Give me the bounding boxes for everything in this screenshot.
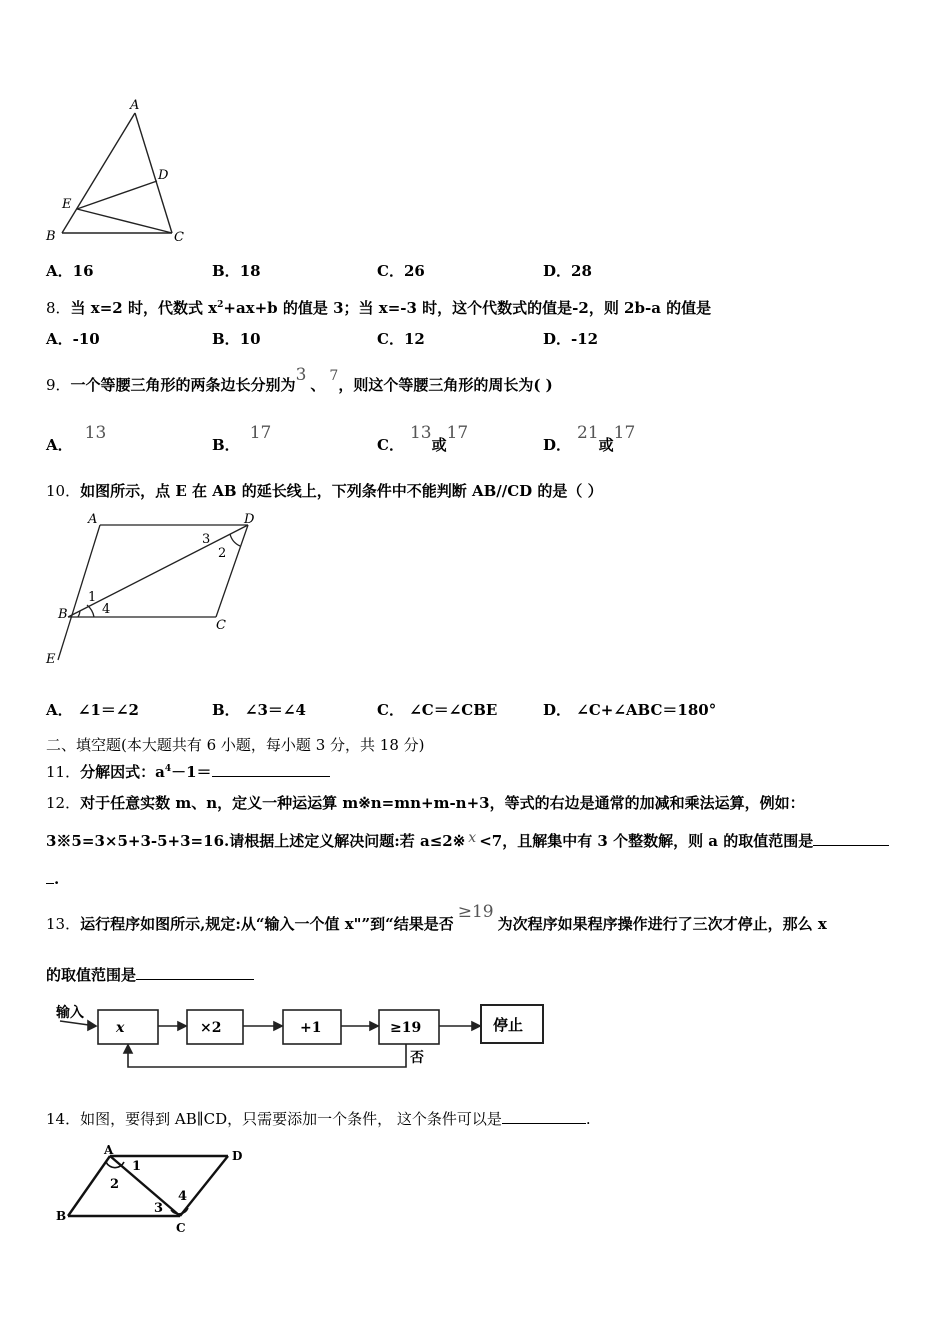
q10-label-e: E [46,652,56,667]
q13-flowchart [50,995,560,1075]
q8-option-a[interactable]: A．-10 [46,330,100,348]
section2-title: 二、填空题(本大题共有 6 小题，每小题 3 分，共 18 分) [46,736,425,754]
q7-label-a: A [130,98,140,113]
q9-option-c[interactable]: C．13或17 [377,423,469,454]
q7-triangle-figure [40,92,200,252]
q10-option-c[interactable]: C． ∠C＝∠CBE [377,701,498,719]
q10-option-d[interactable]: D． ∠C+∠ABC＝180° [543,701,717,719]
q13-line2: 的取值范围是 [46,965,254,985]
q7-label-c: C [174,230,184,245]
q13-flow-box1: x [116,1020,125,1036]
q13-flow-input: 输入 [56,1005,84,1021]
q11-answer-blank[interactable] [212,762,330,777]
q10-label-b: B [58,607,68,622]
q9-option-d[interactable]: D．21或17 [543,423,636,454]
q12-line3: . [46,869,59,889]
q9-option-b[interactable]: B．17 [212,423,272,454]
q7-label-e: E [62,197,72,212]
q13-flow-box2: ×2 [200,1020,222,1036]
q14-stem: 14．如图，要得到 AB∥CD，只需要添加一个条件， 这个条件可以是 . [46,1110,591,1128]
q10-angle-2: 2 [218,546,227,561]
q10-option-a[interactable]: A． ∠1＝∠2 [46,701,139,719]
q10-label-c: C [216,618,226,633]
q8-option-b[interactable]: B．10 [212,330,261,348]
q9-stem: 9．一个等腰三角形的两条边长分别为3 、 7，则这个等腰三角形的周长为( ) [46,365,553,394]
q13-flow-box5: 停止 [493,1016,524,1034]
q14-angle-1: 1 [132,1159,142,1174]
q8-option-d[interactable]: D．-12 [543,330,599,348]
q14-label-d: D [232,1149,243,1163]
q12-line2: 3※5=3×5+3-5+3=16.请根据上述定义解决问题:若 a≤2※ x <7，且解集中有 3 个整数解，则 a 的取值范围是 [46,831,889,852]
q10-label-d: D [244,512,255,527]
q13-line1: 13．运行程序如图所示,规定:从“输入一个值 x"”到“结果是否≥19为次程序如果程序操作进行了三次才停止，那么 x [46,902,827,933]
q13-answer-blank[interactable] [136,965,254,980]
q9-option-a[interactable]: A．13 [46,423,107,454]
q7-option-d[interactable]: D．28 [543,262,592,280]
q7-label-d: D [158,168,169,183]
q7-label-b: B [46,229,56,244]
q10-angle-3: 3 [202,532,211,547]
q13-flow-box3: +1 [300,1020,322,1036]
q14-angle-3: 3 [154,1201,164,1216]
q10-angle-1: 1 [88,590,97,605]
q14-parallelogram-figure [50,1140,250,1240]
q7-option-b[interactable]: B．18 [212,262,261,280]
q8-stem: 8．当 x=2 时，代数式 $x^2+ax+b$ 的值是 3；当 x=-3 时，这个代数式的值是-2，则 2b-a 的值是 [46,299,712,317]
q12-answer-blank[interactable] [813,831,889,846]
q10-option-b[interactable]: B． ∠3＝∠4 [212,701,306,719]
q12-line1: 12．对于任意实数 m、n，定义一种运运算 m※n=mn+m-n+3，等式的右边是通常的加减和乘法运算，例如： [46,794,805,812]
q14-label-b: B [56,1209,67,1223]
q14-label-c: C [176,1221,186,1235]
q13-flow-box4: ≥19 [390,1020,422,1036]
q7-option-a[interactable]: A．16 [46,262,94,280]
q10-stem: 10．如图所示，点 E 在 AB 的延长线上，下列条件中不能判断 AB//CD 的是（ ） [46,482,603,500]
q10-parallelogram-figure [40,505,260,675]
q7-option-c[interactable]: C．26 [377,262,425,280]
q14-angle-4: 4 [178,1189,188,1204]
q13-flow-no: 否 [410,1050,424,1066]
q14-label-a: A [104,1143,114,1157]
q14-angle-2: 2 [110,1177,120,1192]
q10-label-a: A [88,512,98,527]
q14-answer-blank[interactable] [502,1109,586,1124]
q10-angle-4: 4 [102,602,111,617]
q8-option-c[interactable]: C．12 [377,330,425,348]
q11-stem: 11．分解因式：$a^4-1=$ [46,759,330,782]
